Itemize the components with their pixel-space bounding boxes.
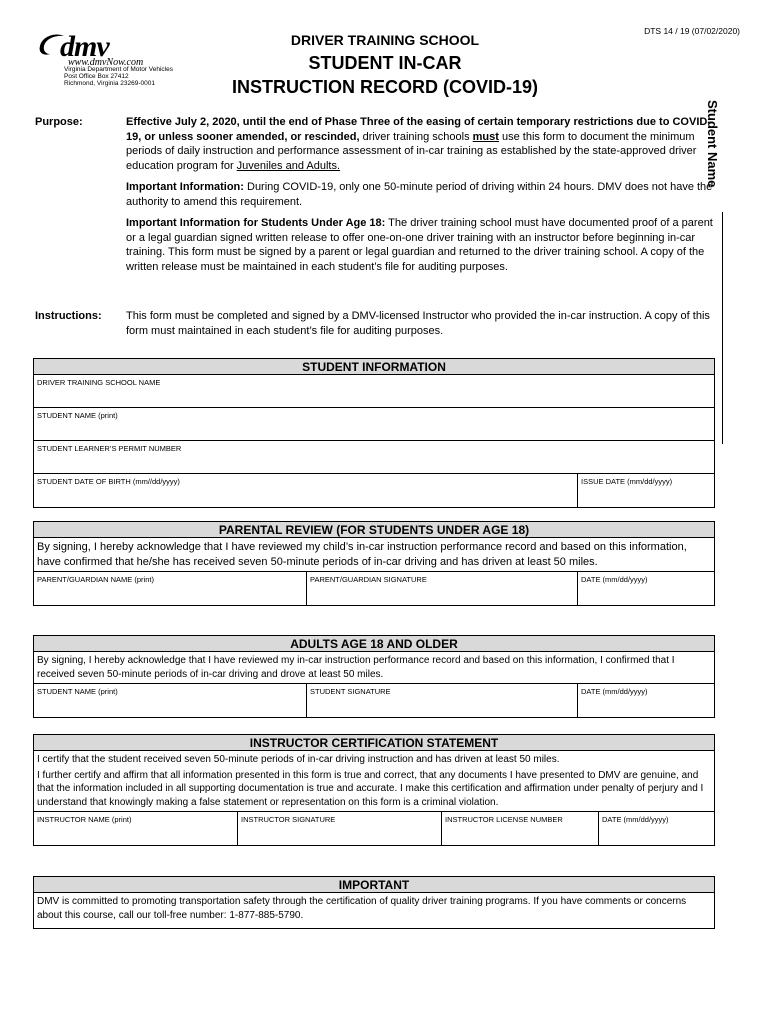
school-name-field[interactable]: DRIVER TRAINING SCHOOL NAME: [37, 378, 161, 387]
student-information-section: [33, 358, 715, 508]
parent-name-field[interactable]: PARENT/GUARDIAN NAME (print): [37, 575, 154, 584]
juveniles-adults-link[interactable]: Juveniles and Adults.: [236, 159, 341, 172]
instructions-text: This form must be completed and signed by a DMV-licensed Instructor who provided the in-car instruction. A copy of this form must maintained in each student’s file for auditing purposes.: [126, 310, 710, 337]
issue-date-field[interactable]: ISSUE DATE (mm/dd/yyyy): [577, 474, 714, 507]
important-title: IMPORTANT: [34, 877, 714, 893]
dmv-logo: [38, 30, 198, 90]
adult-date-field[interactable]: DATE (mm/dd/yyyy): [577, 684, 714, 717]
adults-section: [33, 635, 715, 718]
parent-date-field[interactable]: DATE (mm/dd/yyyy): [577, 572, 714, 605]
permit-number-field[interactable]: STUDENT LEARNER’S PERMIT NUMBER: [37, 444, 182, 453]
logo-address: Virginia Department of Motor Vehicles Post Office Box 27412 Richmond, Virginia 23269-0001: [64, 66, 173, 87]
instructor-statement-2: I further certify and affirm that all information presented in this form is true and correct, that any documents I have presented to DMV are genuine, and that the information included in all supporting documentation is true and accurate. I make this certification and affirmation under penalty of perjury and I understand that knowingly making a false statement or representation on this form is a criminal violation.: [34, 767, 714, 813]
form-title: STUDENT IN-CAR INSTRUCTION RECORD (COVID-19): [231, 53, 538, 97]
adult-student-signature-field[interactable]: STUDENT SIGNATURE: [306, 684, 577, 717]
adult-student-name-field[interactable]: STUDENT NAME (print): [37, 687, 118, 696]
instructor-license-field[interactable]: INSTRUCTOR LICENSE NUMBER: [441, 812, 598, 845]
date-of-birth-field[interactable]: STUDENT DATE OF BIRTH (mm//dd/yyyy): [37, 477, 180, 486]
adults-statement: By signing, I hereby acknowledge that I have reviewed my in-car instruction performance record and based on this information, I confirmed that I received seven 50-minute periods of in-car driving and drove at least 50 miles.: [34, 652, 714, 684]
instructor-name-field[interactable]: INSTRUCTOR NAME (print): [37, 815, 132, 824]
instructions-label: Instructions:: [35, 310, 102, 322]
important-text: DMV is committed to promoting transportation safety through the certification of quality driver training programs. If you have comments or concerns about this course, call our toll-free number: 1-877-885-5790.: [37, 896, 687, 921]
student-name-field[interactable]: STUDENT NAME (print): [37, 411, 118, 420]
instructor-certification-title: INSTRUCTOR CERTIFICATION STATEMENT: [34, 735, 714, 751]
logo-tagline: www.dmvNow.com: [68, 57, 144, 68]
parental-review-section: [33, 521, 715, 606]
purpose-label: Purpose:: [35, 116, 83, 128]
adults-title: ADULTS AGE 18 AND OLDER: [34, 636, 714, 652]
purpose-text: Effective July 2, 2020, until the end of Phase Three of the easing of certain temporary restrictions due to COVID-19, or unless sooner amended, or rescinded, driver training schools must use this form to document the minimum periods of daily instruction and performance assessment of in-car training as established by the state-approved driver education program for Juveniles and Adults. Important Information: During COVID-19, only one 50-minute period of driving within 24 hours. DMV does not have the authority to amend this requirement. Important Information for Students Under Age 18: The driver training school must have documented proof of a parent or a legal guardian signed written release to offer one-on-one driver training with an instructor before beginning in-car training. This form must be signed by a parent or legal guardian and returned to the driver training school. A copy of the written release must be maintained in each student’s file for auditing purposes.: [126, 116, 713, 273]
logo-brand: dmv: [60, 30, 109, 63]
form-supertitle: DRIVER TRAINING SCHOOL: [290, 32, 480, 48]
student-name-side-label: Student Name: [705, 100, 720, 188]
parental-statement: By signing, I hereby acknowledge that I have reviewed my child’s in-car instruction performance record and based on this information, have confirmed that he/she has received seven 50-minute periods of in-car driving and has driven at least 50 miles.: [34, 538, 714, 572]
instructor-signature-field[interactable]: INSTRUCTOR SIGNATURE: [237, 812, 441, 845]
parental-review-title: PARENTAL REVIEW (FOR STUDENTS UNDER AGE 18): [34, 522, 714, 538]
parent-signature-field[interactable]: PARENT/GUARDIAN SIGNATURE: [306, 572, 577, 605]
instructor-date-field[interactable]: DATE (mm/dd/yyyy): [598, 812, 714, 845]
instructor-statement-1: I certify that the student received seven 50-minute periods of in-car driving instruction and has driven at least 50 miles.: [37, 754, 560, 765]
instructor-certification-section: [33, 734, 715, 846]
form-id: DTS 14 / 19 (07/02/2020): [644, 26, 740, 36]
important-section: [33, 876, 715, 929]
student-information-title: STUDENT INFORMATION: [34, 359, 714, 375]
student-name-side-line[interactable]: [722, 212, 723, 444]
